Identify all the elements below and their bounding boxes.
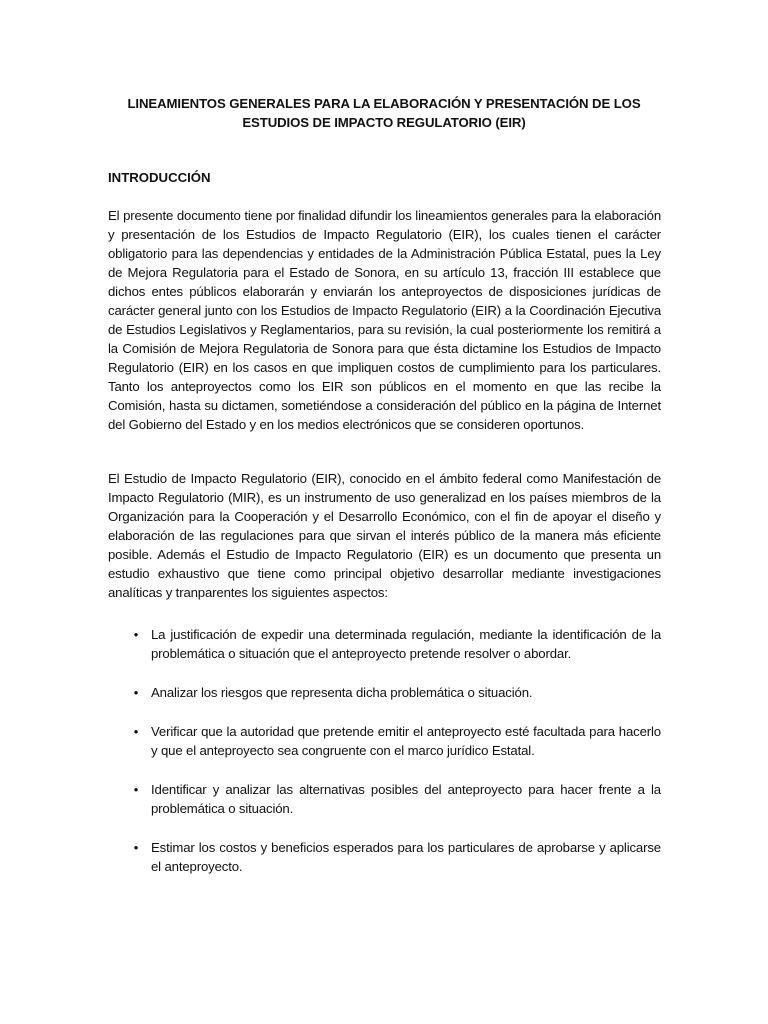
document-title: LINEAMIENTOS GENERALES PARA LA ELABORACIÓN Y PRESENTACIÓN DE LOS ESTUDIOS DE IMPACTO REGULATORIO (EIR) xyxy=(127,96,641,130)
list-item xyxy=(108,683,661,702)
bullet-icon: • xyxy=(133,840,139,855)
list-item xyxy=(108,780,661,818)
list-item-text: Identificar y analizar las alternativas posibles del anteproyecto para hacer frente a la problemática o situación. xyxy=(151,782,661,816)
list-item-text: La justificación de expedir una determinada regulación, mediante la identificación de la problemática o situación que el anteproyecto pretende resolver o abordar. xyxy=(151,627,661,661)
bullet-icon: • xyxy=(133,685,139,700)
list-item xyxy=(108,625,661,663)
bullet-icon: • xyxy=(133,627,139,642)
paragraph-introduction: El presente documento tiene por finalidad difundir los lineamientos generales para la elaboración y presentación de los Estudios de Impacto Regulatorio (EIR), los cuales tienen el carácter obligatorio para las dependencias y entidades de la Administración Pública Estatal, pues la Ley de Mejora Regulatoria para el Estado de Sonora, en su artículo 13, fracción III establece que dichos entes públicos elaborarán y enviarán los anteproyectos de disposiciones jurídicas de carácter general junto con los Estudios de Impacto Regulatorio (EIR) a la Coordinación Ejecutiva de Estudios Legislativos y Reglamentarios, para su revisión, la cual posteriormente los remitirá a la Comisión de Mejora Regulatoria de Sonora para que ésta dictamine los Estudios de Impacto Regulatorio (EIR) en los casos en que impliquen costos de cumplimiento para los particulares. Tanto los anteproyectos como los EIR son públicos en el momento en que las recibe la Comisión, hasta su dictamen, sometiéndose a consideración del público en la página de Internet del Gobierno del Estado y en los medios electrónicos que se consideren oportunos. xyxy=(108,208,661,432)
list-item-text: Estimar los costos y beneficios esperados para los particulares de aprobarse y aplicarse el anteproyecto. xyxy=(151,840,661,874)
list-item xyxy=(108,722,661,760)
list-item-text: Verificar que la autoridad que pretende emitir el anteproyecto esté facultada para hacerlo y que el anteproyecto sea congruente con el marco jurídico Estatal. xyxy=(151,724,661,758)
bullet-icon: • xyxy=(133,782,139,797)
list-item xyxy=(108,838,661,876)
aspects-list xyxy=(108,625,661,896)
section-heading: INTRODUCCIÓN xyxy=(108,170,211,185)
bullet-icon: • xyxy=(133,724,139,739)
list-item-text: Analizar los riesgos que representa dicha problemática o situación. xyxy=(151,685,533,700)
paragraph-eir-description: El Estudio de Impacto Regulatorio (EIR), conocido en el ámbito federal como Manifestación de Impacto Regulatorio (MIR), es un instrumento de uso generalizad en los países miembros de la Organización para la Cooperación y el Desarrollo Económico, con el fin de apoyar el diseño y elaboración de las regulaciones para que sirvan el interés público de la manera más eficiente posible. Además el Estudio de Impacto Regulatorio (EIR) es un documento que presenta un estudio exhaustivo que tiene como principal objetivo desarrollar mediante investigaciones analíticas y tranparentes los siguientes aspectos: xyxy=(108,471,661,600)
